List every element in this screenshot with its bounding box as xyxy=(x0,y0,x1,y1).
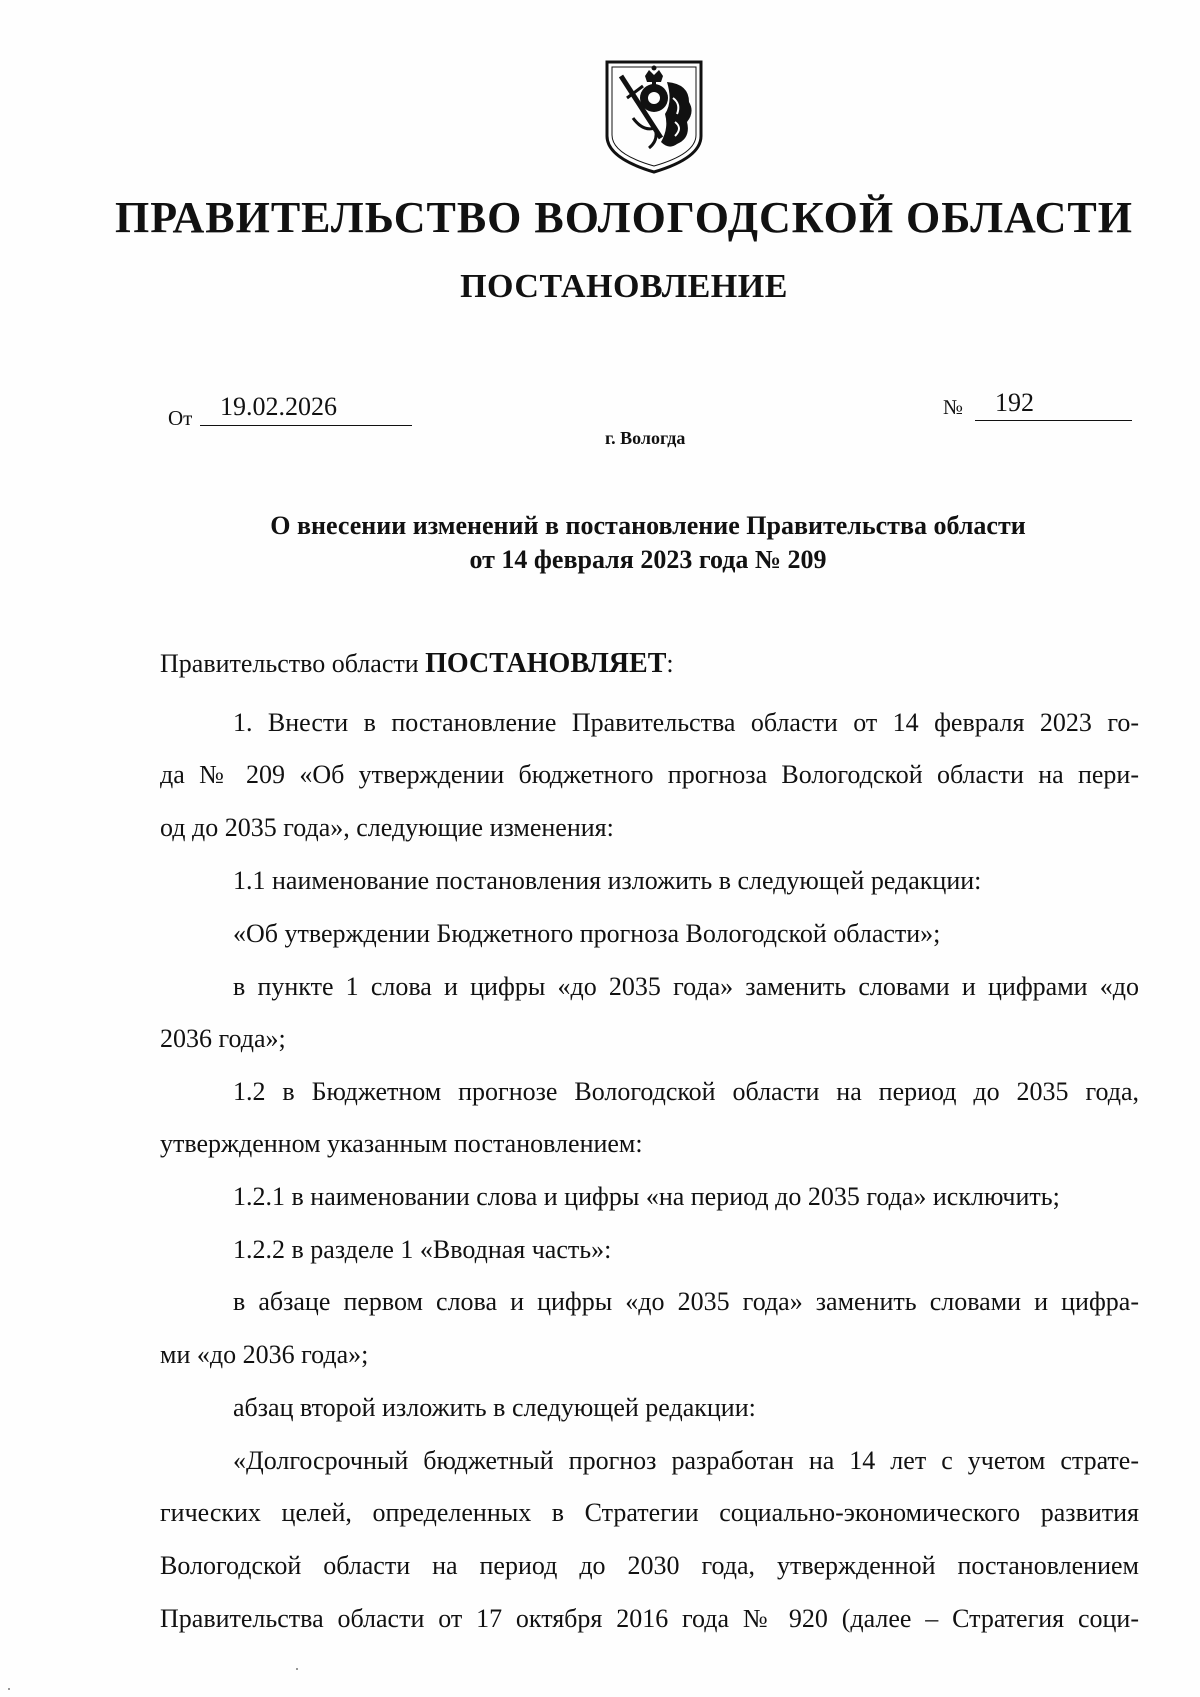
document-type: ПОСТАНОВЛЕНИЕ xyxy=(460,268,788,305)
body-line: да № 209 «Об утверждении бюджетного прогноза Вологодской области на пери- xyxy=(160,760,1139,789)
scan-speck xyxy=(8,1688,10,1690)
body-line: Вологодской области на период до 2030 года, утвержденной постановлением xyxy=(160,1551,1139,1580)
resolves-suffix: : xyxy=(666,649,674,678)
resolves-prefix: Правительство области xyxy=(160,649,426,678)
body-line: 1.2 в Бюджетном прогнозе Вологодской области на период до 2035 года, xyxy=(233,1077,1139,1106)
vologda-coat-of-arms-icon xyxy=(603,58,705,176)
document-number: 192 xyxy=(975,388,1132,421)
resolves-keyword: ПОСТАНОВЛЯЕТ xyxy=(425,648,667,679)
body-line: од до 2035 года», следующие изменения: xyxy=(160,813,614,842)
subject-line: О внесении изменений в постановление Правительства области xyxy=(270,511,1026,540)
body-line: 2036 года»; xyxy=(160,1024,286,1053)
resolves-line xyxy=(160,648,674,680)
body-line: 1.1 наименование постановления изложить в следующей редакции: xyxy=(233,866,982,895)
body-line: «Долгосрочный бюджетный прогноз разработан на 14 лет с учетом страте- xyxy=(233,1446,1139,1475)
number-label: № xyxy=(943,395,964,419)
body-line: ми «до 2036 года»; xyxy=(160,1340,369,1369)
body-line: в абзаце первом слова и цифры «до 2035 года» заменить словами и цифра- xyxy=(233,1287,1139,1316)
body-line: утвержденном указанным постановлением: xyxy=(160,1129,643,1158)
body-line: абзац второй изложить в следующей редакции: xyxy=(233,1393,756,1422)
document-date: 19.02.2026 xyxy=(200,392,412,426)
subject-line: от 14 февраля 2023 года № 209 xyxy=(469,545,827,574)
body-line: 1.2.1 в наименовании слова и цифры «на период до 2035 года» исключить; xyxy=(233,1182,1060,1211)
scan-speck xyxy=(296,1668,298,1670)
body-line: гических целей, определенных в Стратегии социально-экономического развития xyxy=(160,1498,1139,1527)
body-line: Правительства области от 17 октября 2016 года № 920 (далее – Стратегия соци- xyxy=(160,1604,1139,1633)
document-subject xyxy=(0,509,1200,577)
date-label: От xyxy=(168,406,193,430)
body-line: 1.2.2 в разделе 1 «Вводная часть»: xyxy=(233,1235,612,1264)
body-line: 1. Внести в постановление Правительства области от 14 февраля 2023 го- xyxy=(233,708,1139,737)
city: г. Вологда xyxy=(605,428,686,448)
body-line: «Об утверждении Бюджетного прогноза Вологодской области»; xyxy=(233,919,941,948)
government-title: ПРАВИТЕЛЬСТВО ВОЛОГОДСКОЙ ОБЛАСТИ xyxy=(115,193,1133,242)
body-line: в пункте 1 слова и цифры «до 2035 года» заменить словами и цифрами «до xyxy=(233,972,1139,1001)
